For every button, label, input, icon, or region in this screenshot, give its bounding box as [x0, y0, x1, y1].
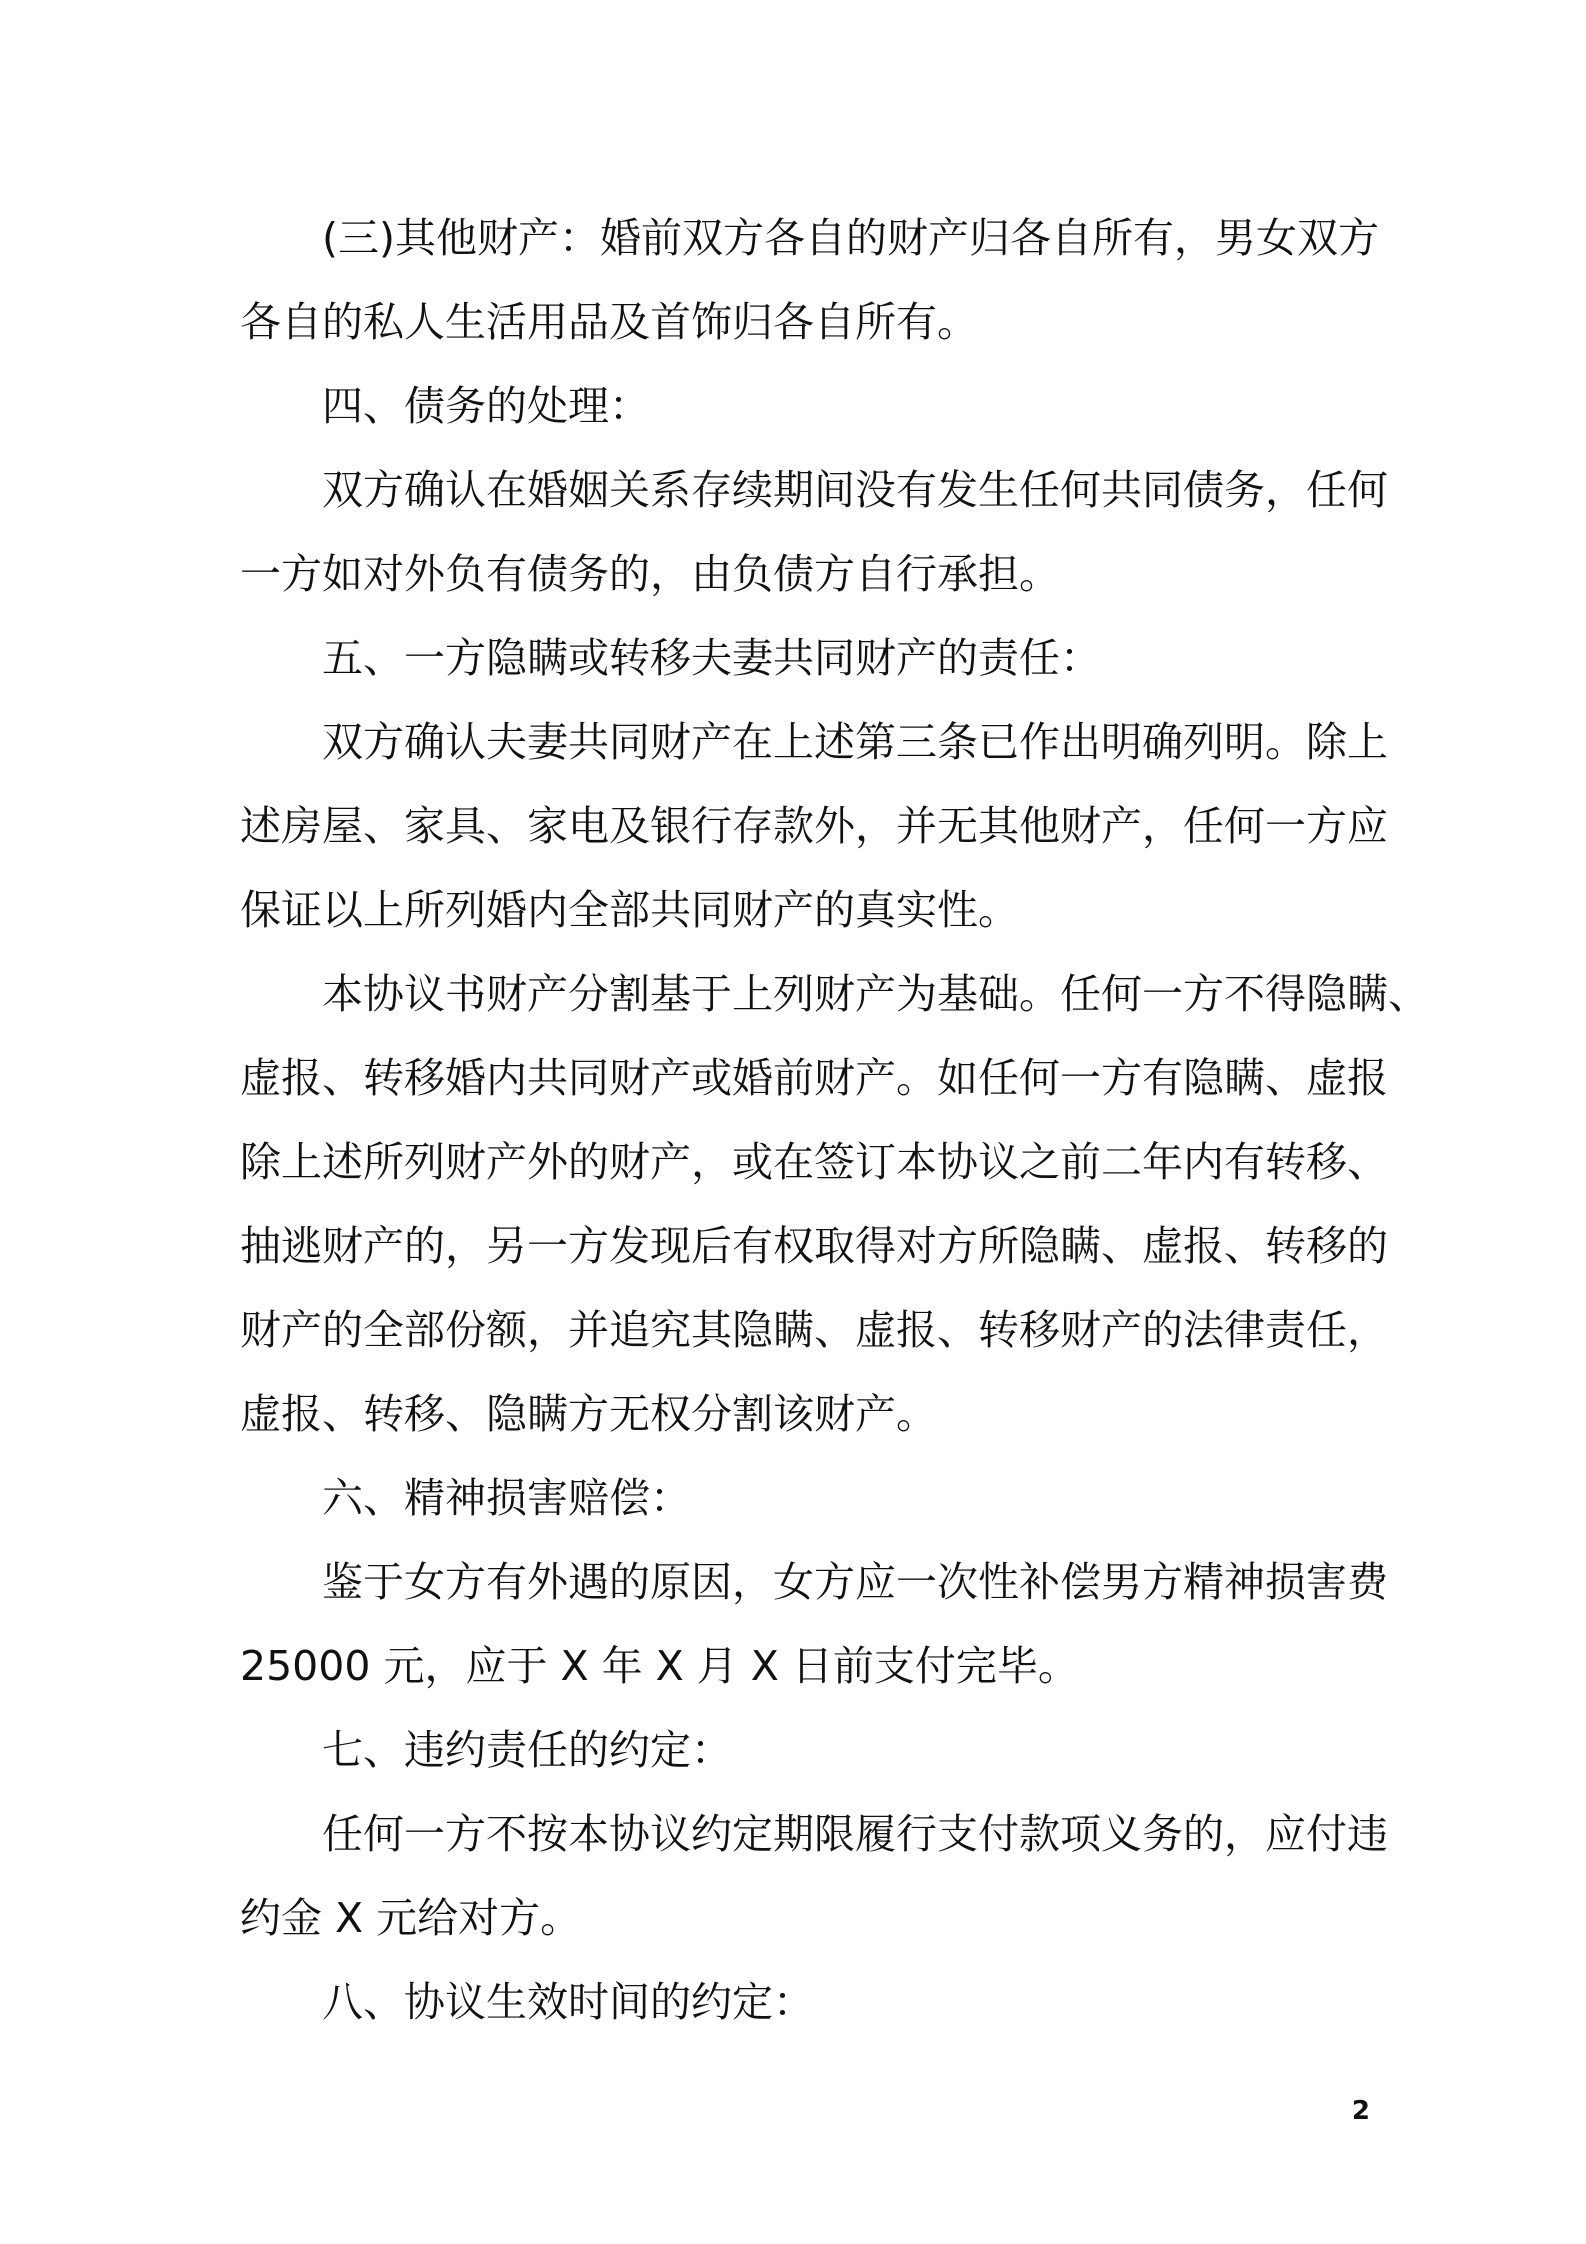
paragraph-mental-damage-line-1: 鉴于女方有外遇的原因，女方应一次性补偿男方精神损害费 [322, 1558, 1388, 1606]
paragraph-debts-line-1: 双方确认在婚姻关系存续期间没有发生任何共同债务，任何 [322, 466, 1388, 514]
paragraph-breach-line-1: 任何一方不按本协议约定期限履行支付款项义务的，应付违 [322, 1810, 1388, 1858]
paragraph-breach-line-2: 约金 X 元给对方。 [240, 1894, 582, 1942]
page-number: 2 [1351, 2096, 1370, 2126]
paragraph-division-line-3: 除上述所列财产外的财产，或在签订本协议之前二年内有转移、 [240, 1138, 1388, 1186]
paragraph-concealment-line-2: 述房屋、家具、家电及银行存款外，并无其他财产，任何一方应 [240, 802, 1388, 850]
section-heading-concealment: 五、一方隐瞒或转移夫妻共同财产的责任： [322, 634, 1101, 682]
paragraph-concealment-line-1: 双方确认夫妻共同财产在上述第三条已作出明确列明。除上 [322, 718, 1388, 766]
paragraph-other-property-line-1: (三)其他财产：婚前双方各自的财产归各自所有，男女双方 [322, 214, 1379, 262]
section-heading-breach: 七、违约责任的约定： [322, 1726, 732, 1774]
section-heading-debts: 四、债务的处理： [322, 382, 650, 430]
paragraph-division-line-6: 虚报、转移、隐瞒方无权分割该财产。 [240, 1390, 937, 1438]
paragraph-division-line-2: 虚报、转移婚内共同财产或婚前财产。如任何一方有隐瞒、虚报 [240, 1054, 1388, 1102]
paragraph-division-line-4: 抽逃财产的，另一方发现后有权取得对方所隐瞒、虚报、转移的 [240, 1222, 1388, 1270]
paragraph-division-line-1: 本协议书财产分割基于上列财产为基础。任何一方不得隐瞒、 [322, 970, 1429, 1018]
paragraph-division-line-5: 财产的全部份额，并追究其隐瞒、虚报、转移财产的法律责任， [240, 1306, 1388, 1354]
paragraph-mental-damage-line-2: 25000 元，应于 X 年 X 月 X 日前支付完毕。 [240, 1642, 1079, 1690]
section-heading-mental-damage: 六、精神损害赔偿： [322, 1474, 691, 1522]
section-heading-effective-time: 八、协议生效时间的约定： [322, 1978, 814, 2026]
paragraph-debts-line-2: 一方如对外负有债务的，由负债方自行承担。 [240, 550, 1060, 598]
paragraph-concealment-line-3: 保证以上所列婚内全部共同财产的真实性。 [240, 886, 1019, 934]
document-body [240, 196, 1429, 2044]
paragraph-other-property-line-2: 各自的私人生活用品及首饰归各自所有。 [240, 298, 978, 346]
